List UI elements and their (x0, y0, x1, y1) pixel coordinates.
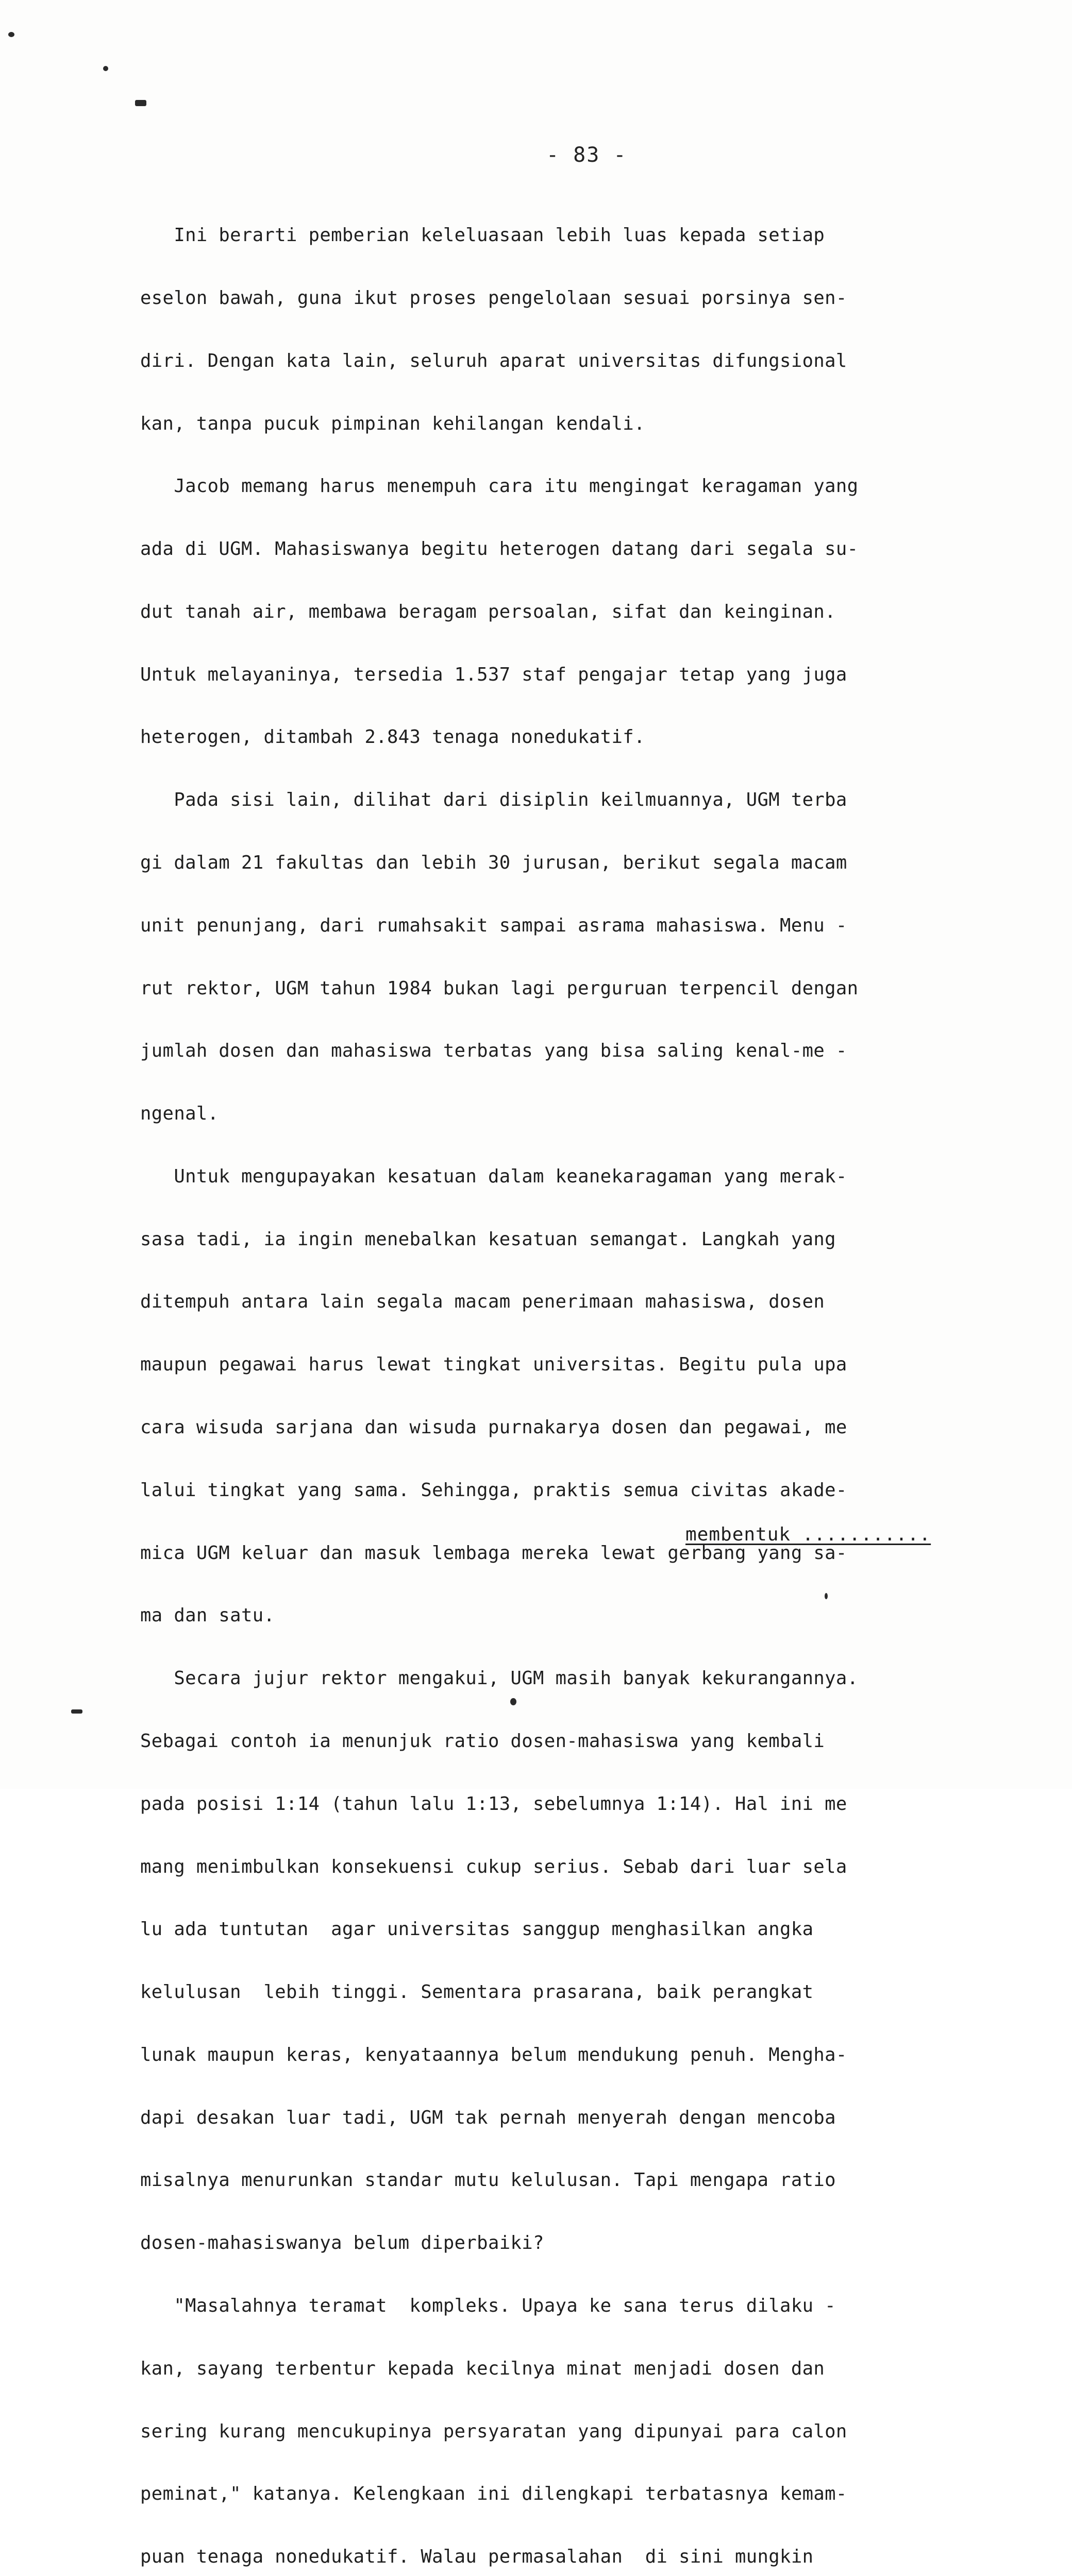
text-line: kelulusan lebih tinggi. Sementara prasarana, baik perangkat (140, 1981, 814, 2003)
text-line: unit penunjang, dari rumahsakit sampai asrama mahasiswa. Menu - (140, 914, 847, 936)
text-line: dapi desakan luar tadi, UGM tak pernah menyerah dengan mencoba (140, 2107, 836, 2128)
text-line: lalui tingkat yang sama. Sehingga, praktis semua civitas akade- (140, 1479, 847, 1501)
text-line: Sebagai contoh ia menunjuk ratio dosen-mahasiswa yang kembali (140, 1730, 825, 1752)
scan-speck (103, 66, 108, 71)
text-line: cara wisuda sarjana dan wisuda purnakarya dosen dan pegawai, me (140, 1417, 847, 1438)
text-line: lu ada tuntutan agar universitas sanggup menghasilkan angka (140, 1919, 814, 1940)
text-line: kan, sayang terbentur kepada kecilnya minat menjadi dosen dan (140, 2358, 825, 2379)
text-line: heterogen, ditambah 2.843 tenaga nonedukatif. (140, 726, 645, 748)
text-line: mang menimbulkan konsekuensi cukup serius. Sebab dari luar sela (140, 1856, 847, 1877)
text-line: mica UGM keluar dan masuk lembaga mereka lewat gerbang yang sa- (140, 1542, 847, 1564)
text-line: dosen-mahasiswanya belum diperbaiki? (140, 2232, 544, 2254)
text-line: peminat," katanya. Kelengkaan ini dilengkapi terbatasnya kemam- (140, 2483, 847, 2505)
text-line: sering kurang mencukupinya persyaratan yang dipunyai para calon (140, 2420, 847, 2442)
text-line: Secara jujur rektor mengakui, UGM masih banyak kekurangannya. (140, 1668, 859, 1689)
text-line: Pada sisi lain, dilihat dari disiplin keilmuannya, UGM terba (140, 789, 847, 811)
text-line: diri. Dengan kata lain, seluruh aparat universitas difungsional (140, 350, 847, 371)
text-line: pada posisi 1:14 (tahun lalu 1:13, sebelumnya 1:14). Hal ini me (140, 1793, 847, 1815)
text-line: sasa tadi, ia ingin menebalkan kesatuan semangat. Langkah yang (140, 1228, 836, 1250)
text-line: jumlah dosen dan mahasiswa terbatas yang bisa saling kenal-me - (140, 1040, 847, 1062)
text-line: Untuk melayaninya, tersedia 1.537 staf pengajar tetap yang juga (140, 664, 847, 685)
page-number: - 83 - (546, 143, 627, 167)
text-line: Ini berarti pemberian keleluasaan lebih luas kepada setiap (140, 225, 825, 246)
text-line: ada di UGM. Mahasiswanya begitu heterogen datang dari segala su- (140, 538, 859, 560)
scan-speck (8, 32, 14, 37)
text-line: gi dalam 21 fakultas dan lebih 30 jurusan, berikut segala macam (140, 852, 847, 873)
text-line: misalnya menurunkan standar mutu kelulusan. Tapi mengapa ratio (140, 2170, 836, 2191)
text-line: eselon bawah, guna ikut proses pengelolaan sesuai porsinya sen- (140, 287, 847, 309)
text-line: lunak maupun keras, kenyataannya belum mendukung penuh. Mengha- (140, 2044, 847, 2065)
text-line: ma dan satu. (140, 1605, 275, 1626)
text-line: "Masalahnya teramat kompleks. Upaya ke sana terus dilaku - (140, 2295, 836, 2316)
text-line: kan, tanpa pucuk pimpinan kehilangan kendali. (140, 413, 645, 434)
text-line: maupun pegawai harus lewat tingkat universitas. Begitu pula upa (140, 1354, 847, 1376)
text-line: Jacob memang harus menempuh cara itu mengingat keragaman yang (140, 476, 859, 497)
text-line: rut rektor, UGM tahun 1984 bukan lagi perguruan terpencil dengan (140, 977, 859, 999)
text-line: Untuk mengupayakan kesatuan dalam keanekaragaman yang merak- (140, 1165, 847, 1187)
text-line: puan tenaga nonedukatif. Walau permasalahan di sini mungkin (140, 2546, 814, 2568)
scan-speck (71, 1709, 82, 1714)
text-line: ngenal. (140, 1103, 219, 1125)
continuation-catchword: membentuk ........... (685, 1524, 931, 1545)
text-line: ditempuh antara lain segala macam penerimaan mahasiswa, dosen (140, 1291, 825, 1313)
article-body (140, 183, 985, 2576)
text-line: dut tanah air, membawa beragam persoalan, sifat dan keinginan. (140, 601, 836, 622)
scan-speck (135, 100, 146, 106)
